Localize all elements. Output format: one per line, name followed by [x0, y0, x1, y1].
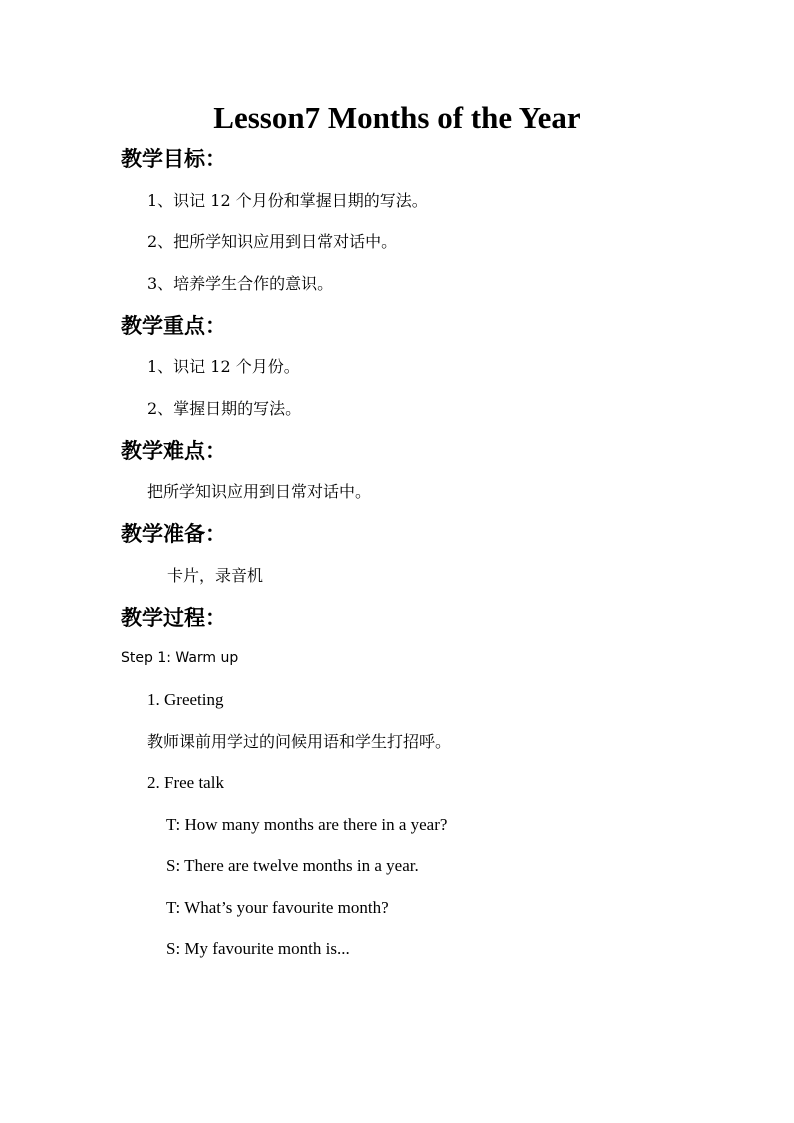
- lesson-title: Lesson7 Months of the Year: [213, 100, 581, 135]
- greeting-title: 1. Greeting: [147, 690, 224, 709]
- objective-item: 3、培养学生合作的意识。: [147, 274, 334, 293]
- free-talk-title: 2. Free talk: [147, 773, 224, 792]
- dialogue-line: S: There are twelve months in a year.: [166, 856, 419, 875]
- dialogue-line: T: How many months are there in a year?: [166, 815, 448, 834]
- key-point-item: 1、识记 12 个月份。: [147, 357, 300, 376]
- difficulty-item: 把所学知识应用到日常对话中。: [147, 482, 372, 501]
- key-point-item: 2、掌握日期的写法。: [147, 399, 302, 418]
- dialogue-line: T: What’s your favourite month?: [166, 898, 389, 917]
- step-title: Step 1: Warm up: [121, 650, 239, 666]
- process-heading: 教学过程：: [121, 605, 226, 630]
- objectives-heading: 教学目标：: [121, 146, 226, 171]
- difficulties-heading: 教学难点：: [121, 438, 226, 463]
- dialogue-line: S: My favourite month is...: [166, 939, 350, 958]
- greeting-text: 教师课前用学过的问候用语和学生打招呼。: [147, 732, 452, 751]
- objective-item: 1、识记 12 个月份和掌握日期的写法。: [147, 191, 428, 210]
- preparation-heading: 教学准备：: [121, 521, 226, 546]
- key-points-heading: 教学重点：: [121, 313, 226, 338]
- objective-item: 2、把所学知识应用到日常对话中。: [147, 232, 398, 251]
- preparation-item: 卡片，录音机: [167, 566, 264, 585]
